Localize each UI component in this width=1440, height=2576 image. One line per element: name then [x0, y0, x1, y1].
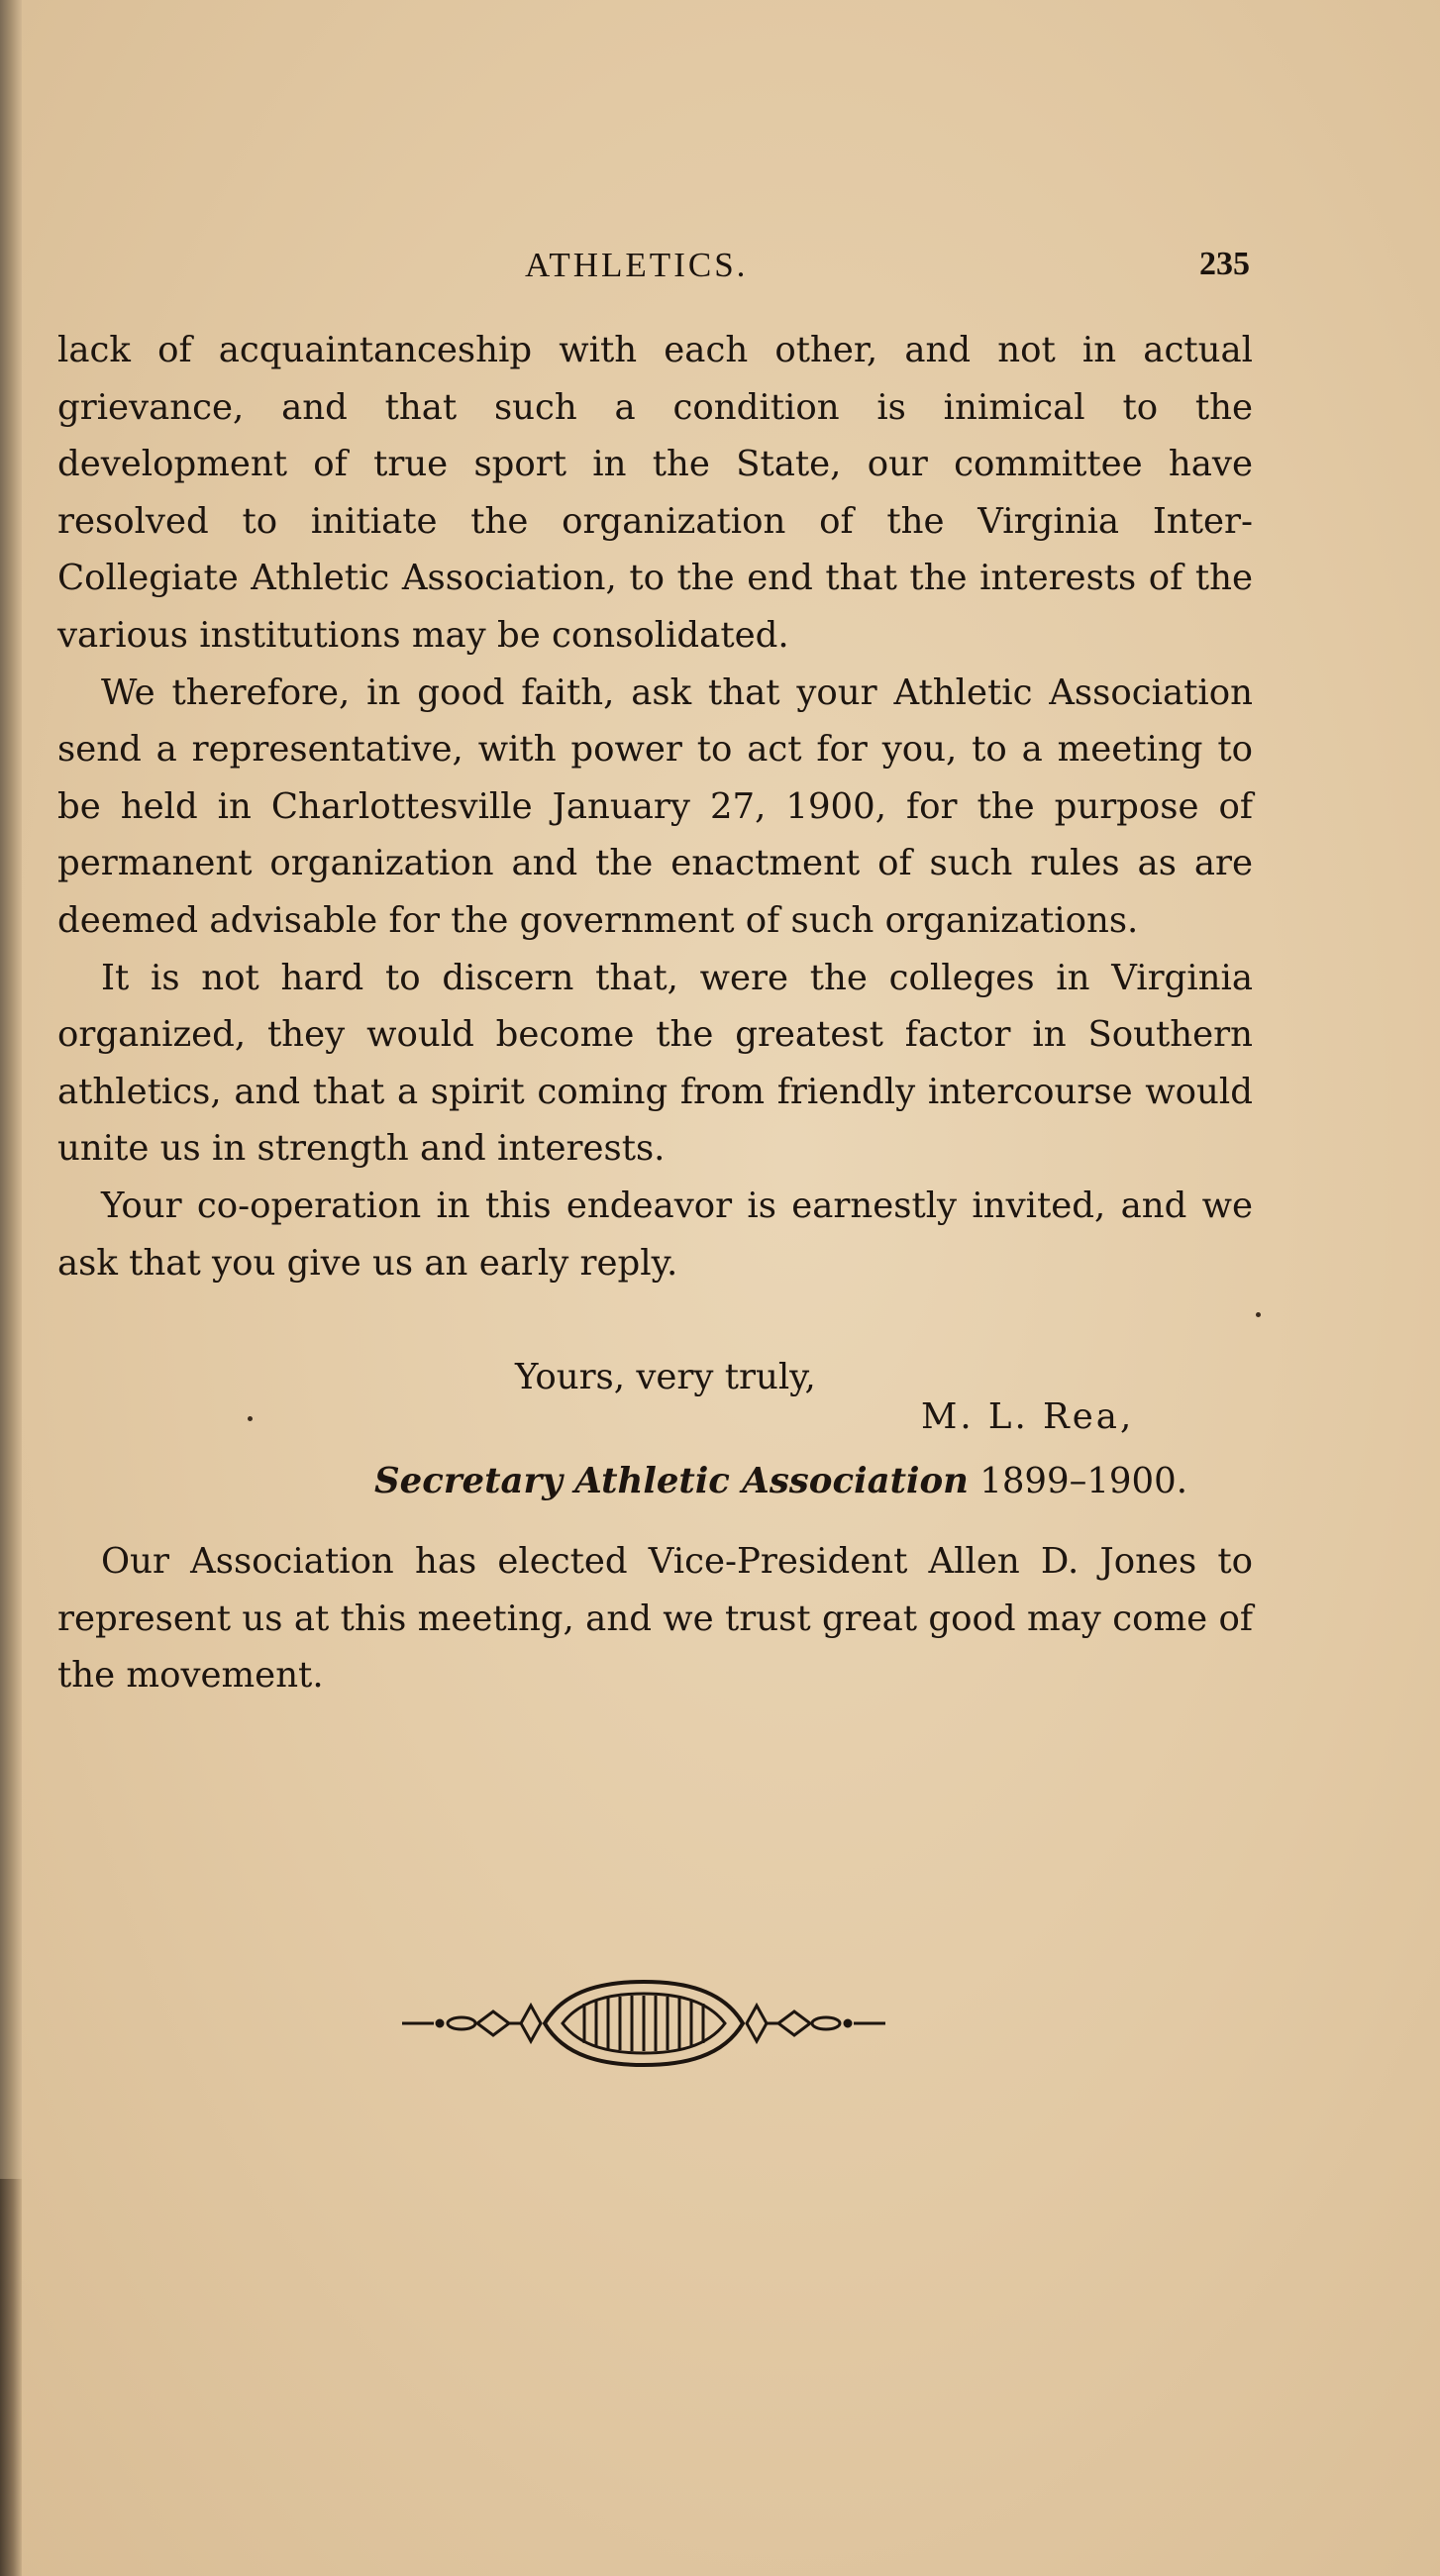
running-head: ATHLETICS.	[525, 246, 749, 284]
signatory-title-years: 1899–1900.	[979, 1461, 1187, 1501]
paragraph-4: Your co-operation in this endeavor is earnestly invited, and we ask that you give us an early reply.	[57, 1185, 1253, 1284]
paper-speck	[1256, 1312, 1261, 1317]
page-number: 235	[1199, 246, 1250, 282]
signatory-title	[374, 1461, 1187, 1501]
paper-speck	[248, 1416, 253, 1421]
signatory-title-italic: Secretary Athletic Association	[374, 1461, 969, 1501]
decorative-tailpiece-icon	[396, 1976, 891, 2071]
postscript-paragraph: Our Association has elected Vice-President Allen D. Jones to represent us at this meeting, and we trust great good may come of the movement.	[57, 1541, 1253, 1697]
letter-body	[57, 322, 1253, 1291]
paragraph-3: It is not hard to discern that, were the colleges in Virginia organized, they would become the greatest factor in Southern athletics, and that a spirit coming from friendly intercourse would unite us in strength and interests.	[57, 957, 1253, 1170]
paragraph-2: We therefore, in good faith, ask that your Athletic Association send a representative, with power to act for you, to a meeting to be held in Charlottesville January 27, 1900, for the purpose of permanent organization and the enactment of such rules as are deemed advisable for the government of such organizations.	[57, 671, 1253, 941]
letter-closing: Yours, very truly,	[515, 1357, 816, 1397]
paragraph-1: lack of acquaintanceship with each other, and not in actual grievance, and that such a condition is inimical to the development of true sport in the State, our committee have resolved to initiate the organization of the Virginia Inter-Collegiate Athletic Association, to the end that the interests of the various institutions may be consolidated.	[57, 330, 1253, 656]
signatory-name: M. L. Rea,	[921, 1396, 1135, 1437]
binding-edge-shadow	[0, 2179, 22, 2576]
postscript	[57, 1533, 1253, 1704]
